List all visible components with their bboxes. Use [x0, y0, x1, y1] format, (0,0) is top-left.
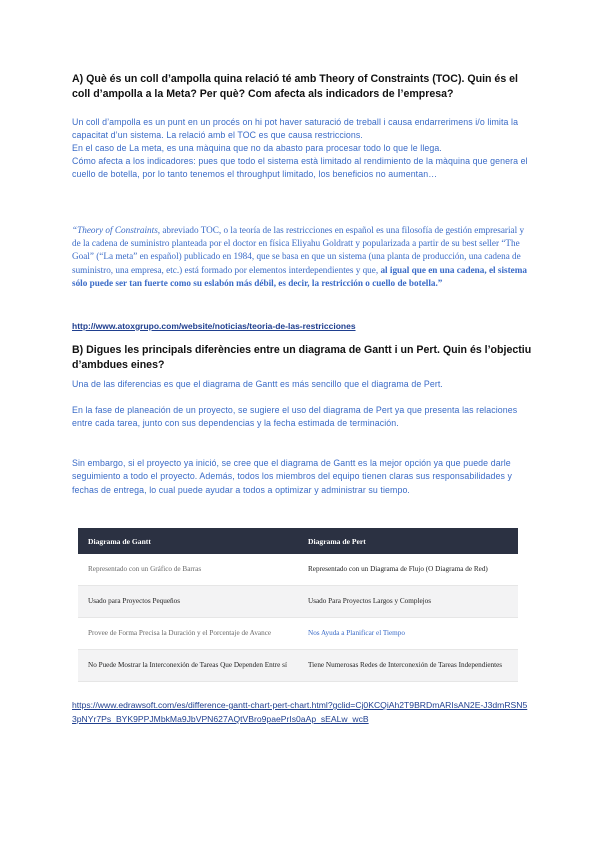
table-cell: Usado Para Proyectos Largos y Complejos — [298, 586, 518, 618]
table-cell: Representado con un Gráfico de Barras — [78, 554, 298, 586]
toc-quote-body: , abreviado TOC, o la teoría de las restricciones en español es una filosofía de gestión empresarial y de la cadena de suministro planteada por el doctor en física Eliyahu Goldratt y popularizada a partir de su best seller “The Goal” (“La meta” en español) publicado en 1984, que se basa en que un sistema (una planta de producción, una cadena de suministro, una empresa, etc.) está formado por elementos interdependientes y que, — [72, 225, 525, 275]
table-cell: Provee de Forma Precisa la Duración y el Porcentaje de Avance — [78, 618, 298, 650]
toc-quote — [72, 224, 532, 290]
source-link-b[interactable]: https://www.edrawsoft.com/es/difference-gantt-chart-pert-chart.html?gclid=Cj0KCQiAh2T9BRDmARIsAN2E-J3dmRSN53pNYr7Ps_BYK9PPJMbkMa9JbVPN627AQtVBro9paePrIs0aAp_sEALw_wcB — [72, 700, 528, 724]
source-link-a[interactable]: http://www.atoxgrupo.com/website/noticias/teoria-de-las-restricciones — [72, 321, 356, 331]
table-row — [78, 586, 518, 618]
table-cell: Tiene Numerosas Redes de Interconexión de Tareas Independientes — [298, 650, 518, 682]
table-cell: No Puede Mostrar la Interconexión de Tareas Que Dependen Entre sí — [78, 650, 298, 682]
toc-quote-bold: al igual que en una cadena, el sistema sólo puede ser tan fuerte como su eslabón más débil, es decir, la restricción o cuello de botella.” — [72, 264, 527, 288]
answer-b-paragraph-2: En la fase de planeación de un proyecto, se sugiere el uso del diagrama de Pert ya que presenta las relaciones entre cada tarea, junto con sus dependencias y la fecha estimada de terminación. — [72, 405, 518, 429]
answer-a-paragraph-1: Un coll d’ampolla es un punt en un procés on hi pot haver saturació de treball i causa endarrerimens i/o limita la capacitat d’un sistema. La relació amb el TOC es que causa restriccions. — [72, 117, 519, 140]
table-cell: Nos Ayuda a Planificar el Tiempo — [298, 618, 518, 650]
comparison-table — [78, 528, 518, 682]
table-row — [78, 554, 518, 586]
table-row — [78, 650, 518, 682]
answer-a — [72, 116, 532, 181]
question-b: B) Digues les principals diferències entre un diagrama de Gantt i un Pert. Quin és l’objectiu d’ambdues eines? — [72, 344, 532, 371]
toc-quote-italic: “Theory of Constraints — [72, 225, 158, 235]
answer-a-paragraph-2: En el caso de La meta, es una màquina que no da abasto para procesar todo lo que le llega. — [72, 143, 442, 153]
table-cell: Representado con un Diagrama de Flujo (O Diagrama de Red) — [298, 554, 518, 586]
table-header-gantt: Diagrama de Gantt — [78, 528, 298, 554]
answer-a-paragraph-3: Cómo afecta a los indicadores: pues que todo el sistema està limitado al rendimiento de la màquina que genera el cuello de botella, por lo tanto tenemos el throughput limitado, los beneficios no aumentan… — [72, 156, 528, 179]
answer-b-paragraph-1: Una de las diferencias es que el diagrama de Gantt es más sencillo que el diagrama de Pert. — [72, 379, 443, 389]
table-header-row — [78, 528, 518, 554]
table-cell: Usado para Proyectos Pequeños — [78, 586, 298, 618]
question-a: A) Què és un coll d’ampolla quina relació té amb Theory of Constraints (TOC). Quin és el coll d’ampolla a la Meta? Per què? Com afecta als indicadors de l’empresa? — [72, 73, 518, 100]
table-header-pert: Diagrama de Pert — [298, 528, 518, 554]
answer-b-paragraph-3: Sin embargo, si el proyecto ya inició, se cree que el diagrama de Gantt es la mejor opción ya que puede darle seguimiento a todo el proyecto. Además, todos los miembros del equipo tienen claras sus responsabilidades y fechas de entrega, lo cual puede ayudar a todos a optimizar y administrar su tiempo. — [72, 458, 513, 495]
table-row — [78, 618, 518, 650]
